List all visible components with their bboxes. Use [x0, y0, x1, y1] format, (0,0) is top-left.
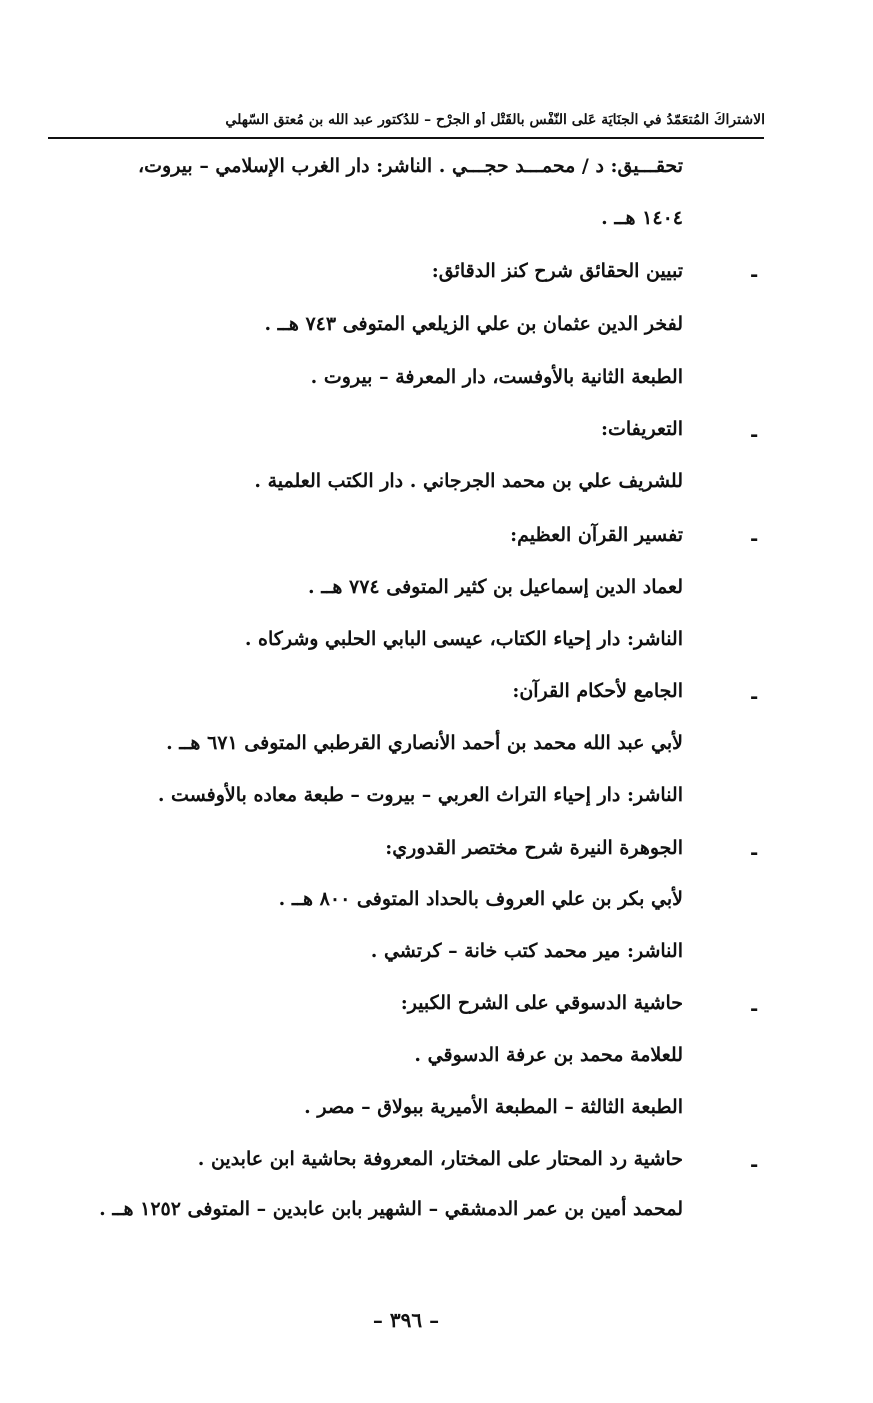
entry-author: لفخر الدين عثمان بن علي الزيلعي المتوفى ٧٤٣ هــ .	[264, 313, 683, 335]
entry-bullet: -	[750, 684, 759, 708]
entry-title: الجوهرة النيرة شرح مختصر القدوري:	[385, 837, 683, 859]
continuation-line: تحقـــيق: د / محمـــد حجـــي . الناشر: دار الغرب الإسلامي – بيروت،	[138, 155, 683, 177]
entry-author: لأبي بكر بن علي العروف بالحداد المتوفى ٨٠٠ هــ .	[278, 888, 683, 910]
entry-author: لمحمد أمين بن عمر الدمشقي – الشهير بابن عابدين – المتوفى ١٢٥٢ هــ .	[99, 1198, 683, 1220]
entry-bullet: -	[750, 526, 759, 550]
header-divider	[48, 137, 764, 139]
entry-title: تبيين الحقائق شرح كنز الدقائق:	[431, 260, 683, 282]
page-number: – ٣٩٦ –	[372, 1308, 440, 1332]
entry-bullet: -	[750, 840, 759, 864]
entry-publisher: الناشر: مير محمد كتب خانة – كرتشي .	[370, 940, 683, 962]
entry-publisher: الطبعة الثانية بالأوفست، دار المعرفة – بيروت .	[310, 366, 683, 388]
entry-bullet: -	[750, 996, 759, 1020]
entry-bullet: -	[750, 422, 759, 446]
entry-title: الجامع لأحكام القرآن:	[512, 680, 683, 702]
entry-author: للعلامة محمد بن عرفة الدسوقي .	[414, 1044, 683, 1066]
entry-publisher: الناشر: دار إحياء التراث العربي – بيروت – طبعة معاده بالأوفست .	[157, 784, 683, 806]
entry-title: التعريفات:	[600, 418, 683, 440]
entry-author: لعماد الدين إسماعيل بن كثير المتوفى ٧٧٤ هــ .	[308, 576, 683, 598]
entry-title: حاشية رد المحتار على المختار، المعروفة بحاشية ابن عابدين .	[197, 1148, 683, 1170]
entry-bullet: -	[750, 262, 759, 286]
continuation-line: ١٤٠٤ هــ .	[601, 207, 683, 229]
entry-publisher: الناشر: دار إحياء الكتاب، عيسى البابي الحلبي وشركاه .	[244, 628, 683, 650]
entry-publisher: الطبعة الثالثة – المطبعة الأميرية ببولاق – مصر .	[304, 1096, 683, 1118]
entry-title: حاشية الدسوقي على الشرح الكبير:	[400, 992, 683, 1014]
entry-title: تفسير القرآن العظيم:	[510, 524, 683, 546]
running-header-title: الاشتراكُ الْمُتعَمّدُ في الْجنَايَة عَلى النّفْس بالقَتْل أو الْجرْح – للدُكتور عبد الله بن مُعتق السّهلي	[225, 112, 765, 128]
entry-author: لأبي عبد الله محمد بن أحمد الأنصاري القرطبي المتوفى ٦٧١ هــ .	[166, 732, 683, 754]
entry-bullet: -	[750, 1152, 759, 1176]
entry-author: للشريف علي بن محمد الجرجاني . دار الكتب العلمية .	[254, 470, 683, 492]
